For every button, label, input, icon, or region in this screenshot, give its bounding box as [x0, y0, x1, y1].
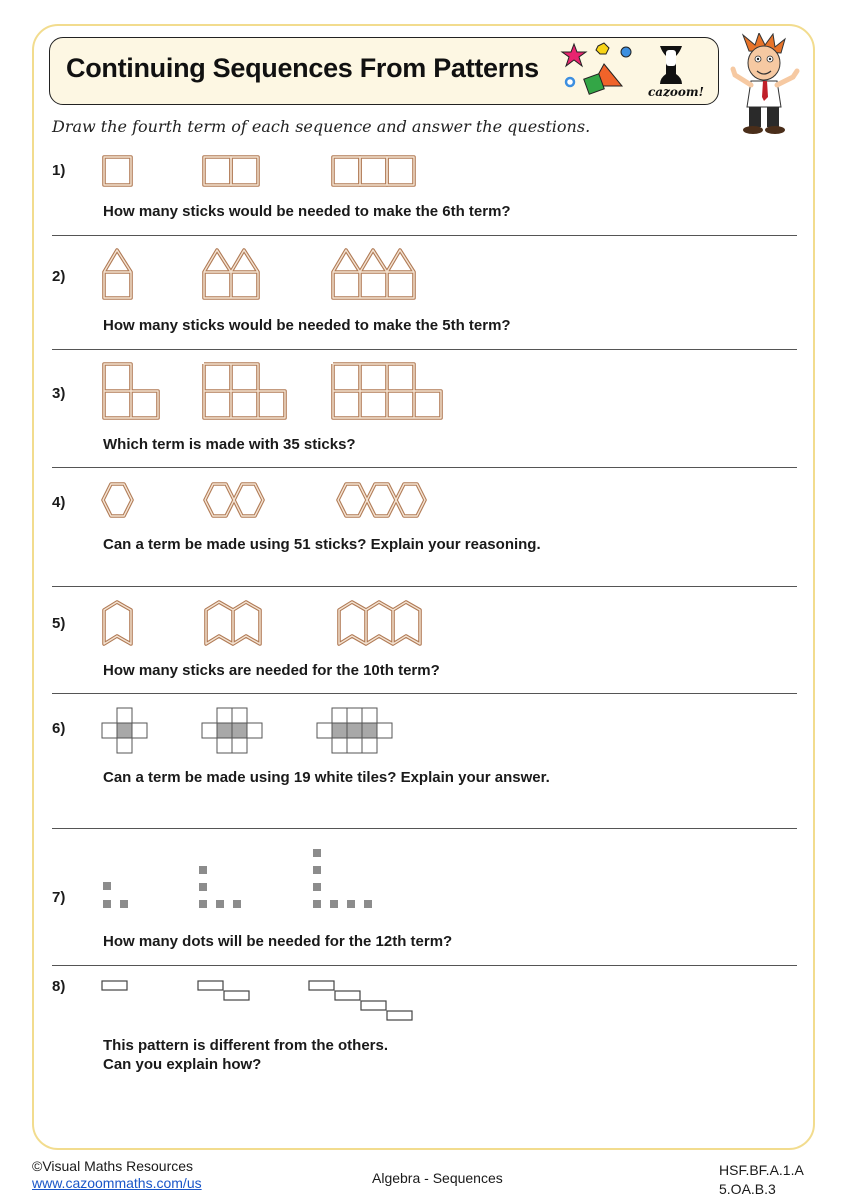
colourful-shapes-icon	[560, 40, 640, 102]
term-1	[104, 157, 131, 185]
question-text	[103, 1036, 388, 1074]
stick-hexagons-pattern	[100, 480, 435, 522]
question-text: How many sticks would be needed to make the 5th term?	[103, 317, 511, 334]
term-3	[333, 250, 414, 298]
question-number: 3)	[52, 385, 66, 402]
question-text: Can a term be made using 51 sticks? Explain your reasoning.	[103, 536, 541, 553]
divider	[52, 235, 797, 236]
term-1	[104, 602, 131, 644]
divider	[52, 965, 797, 966]
question-text: Which term is made with 35 sticks?	[103, 436, 356, 453]
stick-chevrons-pattern	[100, 598, 435, 650]
term-2	[204, 250, 258, 298]
question-number: 8)	[52, 978, 66, 995]
cazoom-logo	[646, 42, 706, 100]
question-number: 4)	[52, 494, 66, 511]
term-2	[204, 157, 258, 185]
page-title: Continuing Sequences From Patterns	[66, 53, 539, 83]
term-2	[205, 484, 263, 516]
term-2	[199, 866, 241, 908]
term-2	[202, 708, 262, 753]
term-1	[103, 882, 128, 908]
question-text: How many sticks would be needed to make the 6th term?	[103, 203, 511, 220]
term-1	[104, 250, 131, 298]
term-3	[317, 708, 392, 753]
footer-left	[32, 1158, 202, 1192]
instruction-text: Draw the fourth term of each sequence and answer the questions.	[52, 117, 591, 136]
question-number: 7)	[52, 889, 66, 906]
L-dots-pattern	[100, 846, 380, 912]
divider	[52, 693, 797, 694]
question-number: 2)	[52, 268, 66, 285]
standard-code: 5.OA.B.3	[719, 1181, 776, 1197]
stick-houses-pattern	[100, 244, 430, 304]
stick-two-row-pattern	[100, 360, 445, 422]
divider	[52, 349, 797, 350]
term-2	[204, 364, 285, 418]
standards-label	[719, 1161, 804, 1199]
divider	[52, 467, 797, 468]
question-number: 6)	[52, 720, 66, 737]
term-3	[313, 849, 372, 908]
question-text: How many dots will be needed for the 12th term?	[103, 933, 453, 950]
term-1	[103, 484, 132, 516]
term-3	[333, 157, 414, 185]
question-text: Can a term be made using 19 white tiles? Explain your answer.	[103, 769, 550, 786]
term-3	[333, 364, 441, 418]
question-number: 1)	[52, 162, 66, 179]
stick-squares-pattern	[100, 152, 430, 192]
question-number: 5)	[52, 615, 66, 632]
cross-tiles-pattern	[100, 706, 400, 754]
term-2	[206, 602, 260, 644]
cartoon-boy-icon	[727, 33, 803, 135]
question-text-line-1: This pattern is different from the others.	[103, 1037, 389, 1054]
divider	[52, 586, 797, 587]
term-2	[198, 981, 249, 1000]
term-3	[338, 484, 425, 516]
question-text-line-2: Can you explain how?	[103, 1056, 262, 1073]
copyright-text: ©Visual Maths Resources	[32, 1158, 194, 1174]
topic-label: Algebra - Sequences	[372, 1170, 503, 1186]
staircase-bricks-pattern	[100, 978, 420, 1024]
standard-code: HSF.BF.A.1.A	[719, 1162, 804, 1178]
term-1	[102, 981, 127, 990]
website-link[interactable]: www.cazoommaths.com/us	[32, 1175, 202, 1191]
divider	[52, 828, 797, 829]
term-3	[309, 981, 412, 1020]
term-3	[339, 602, 420, 644]
term-1	[104, 364, 158, 418]
logo-wordmark: cazoom!	[648, 85, 704, 99]
question-text: How many sticks are needed for the 10th term?	[103, 662, 440, 679]
term-1	[102, 708, 147, 753]
